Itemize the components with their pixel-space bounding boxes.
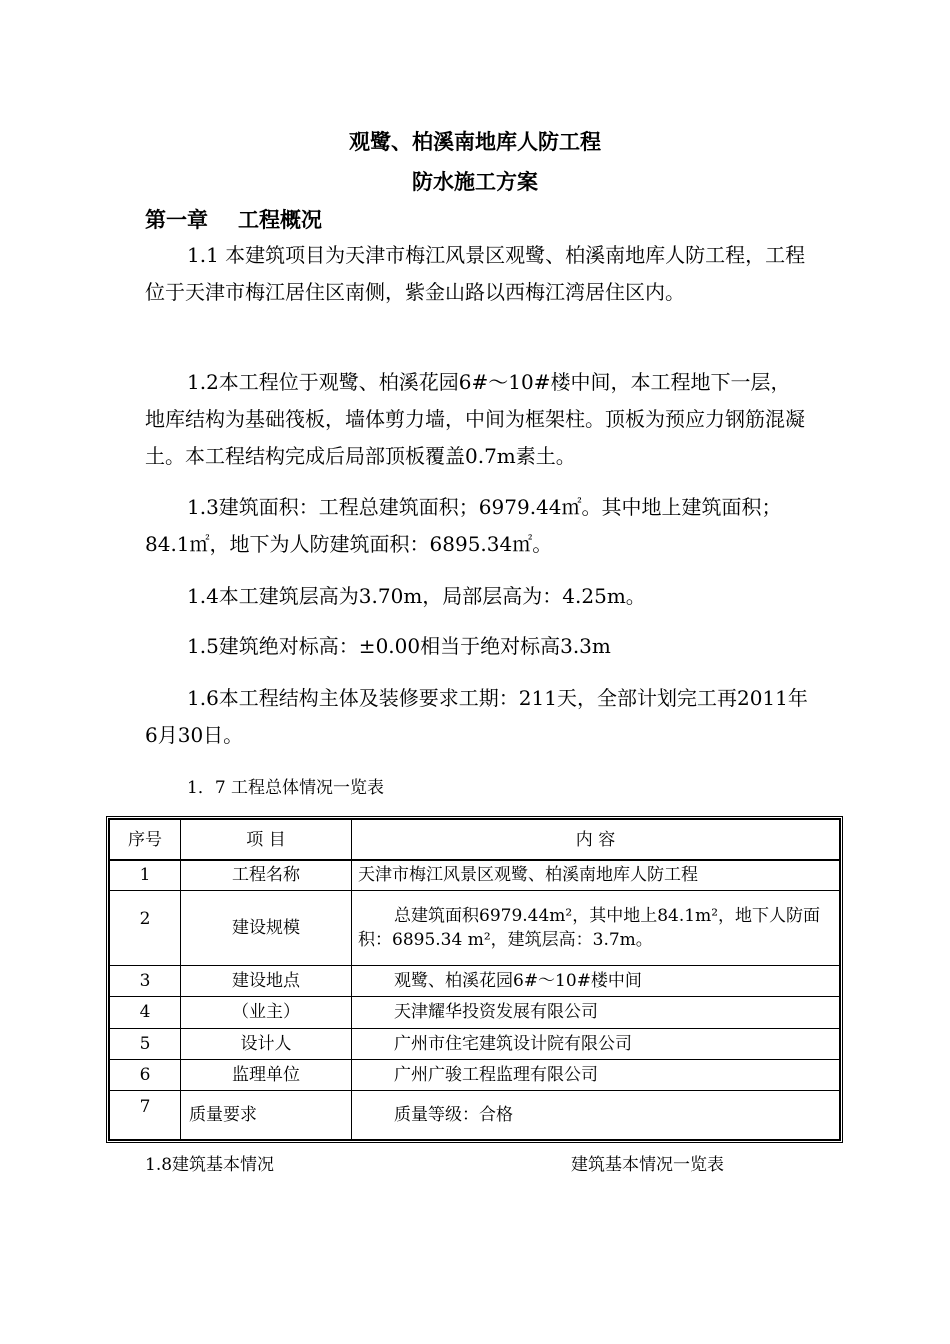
row-item: 工程名称 <box>181 860 352 890</box>
paragraph-1-6: 1.6本工程结构主体及装修要求工期：211天，全部计划完工再2011年6月30日。 <box>145 686 808 747</box>
table-header-row <box>110 820 840 861</box>
row-no: 4 <box>110 997 181 1028</box>
row-no: 2 <box>110 890 181 965</box>
table-row <box>110 997 840 1028</box>
row-no: 7 <box>110 1091 181 1140</box>
chapter-heading <box>145 204 322 234</box>
header-item: 项 目 <box>181 820 352 861</box>
row-content: 观鹭、柏溪花园6#～10#楼中间 <box>352 965 840 996</box>
table-row <box>110 1091 840 1140</box>
table-row <box>110 1059 840 1090</box>
header-content: 内 容 <box>352 820 840 861</box>
row-content: 天津市梅江风景区观鹭、柏溪南地库人防工程 <box>352 860 840 890</box>
overview-table <box>106 816 843 1143</box>
header-no: 序号 <box>110 820 181 861</box>
row-item: 质量要求 <box>181 1091 352 1140</box>
chapter-number: 第一章 <box>145 207 208 232</box>
row-no: 3 <box>110 965 181 996</box>
paragraph-1-4: 1.4本工建筑层高为3.70m，局部层高为：4.25m。 <box>187 584 646 608</box>
row-item: 监理单位 <box>181 1059 352 1090</box>
row-item: 建设规模 <box>181 890 352 965</box>
row-content: 广州市住宅建筑设计院有限公司 <box>352 1028 840 1059</box>
next-table-caption: 建筑基本情况一览表 <box>571 1155 724 1175</box>
section-1-8-heading: 1.8建筑基本情况 <box>145 1155 275 1175</box>
table-row <box>110 860 840 890</box>
table-row <box>110 1028 840 1059</box>
row-content: 质量等级：合格 <box>352 1091 840 1140</box>
row-item: 设计人 <box>181 1028 352 1059</box>
document-title: 观鹭、柏溪南地库人防工程 <box>349 129 601 154</box>
document-subtitle: 防水施工方案 <box>412 169 538 194</box>
row-item: 建设地点 <box>181 965 352 996</box>
row-no: 1 <box>110 860 181 890</box>
row-content: 广州广骏工程监理有限公司 <box>352 1059 840 1090</box>
row-no: 6 <box>110 1059 181 1090</box>
table-row <box>110 890 840 965</box>
paragraph-1-1: 1.1 本建筑项目为天津市梅江风景区观鹭、柏溪南地库人防工程，工程位于天津市梅江居住区南侧，紫金山路以西梅江湾居住区内。 <box>145 243 806 304</box>
paragraph-1-5: 1.5建筑绝对标高：±0.00相当于绝对标高3.3m <box>187 634 611 658</box>
table-caption: 1．7 工程总体情况一览表 <box>187 778 385 798</box>
row-content: 天津耀华投资发展有限公司 <box>352 997 840 1028</box>
table-row <box>110 965 840 996</box>
row-item: （业主） <box>181 997 352 1028</box>
row-no: 5 <box>110 1028 181 1059</box>
paragraph-1-3: 1.3建筑面积：工程总建筑面积；6979.44㎡。其中地上建筑面积；84.1㎡，地下为人防建筑面积：6895.34㎡。 <box>145 495 782 556</box>
paragraph-1-2: 1.2本工程位于观鹭、柏溪花园6#～10#楼中间，本工程地下一层，地库结构为基础筏板，墙体剪力墙，中间为框架柱。顶板为预应力钢筋混凝土。本工程结构完成后局部顶板覆盖0.7m素土。 <box>145 370 805 468</box>
row-content: 总建筑面积6979.44m²，其中地上84.1m²，地下人防面积：6895.34 m²，建筑层高：3.7m。 <box>352 890 840 965</box>
chapter-name: 工程概况 <box>238 207 322 232</box>
